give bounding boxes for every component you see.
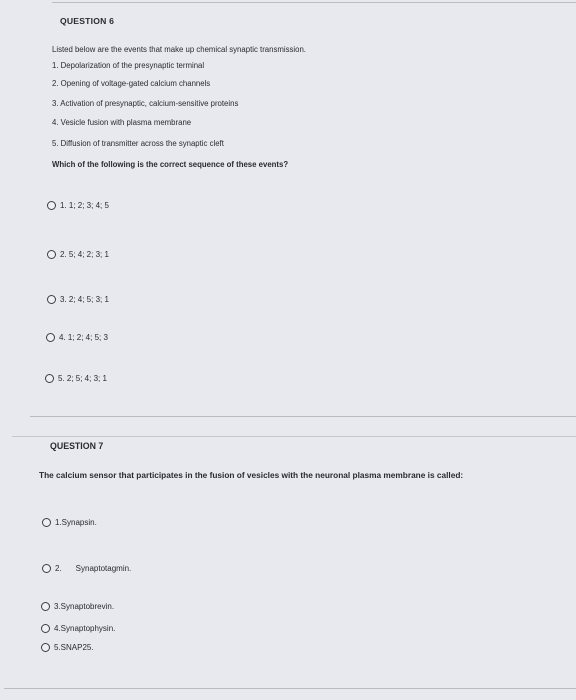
radio-button[interactable] bbox=[47, 250, 56, 259]
option-label: 5. 2; 5; 4; 3; 1 bbox=[58, 374, 107, 383]
option-number: 3. bbox=[54, 602, 61, 611]
option-label: 1. 1; 2; 3; 4; 5 bbox=[60, 201, 109, 210]
option-label: 4. 1; 2; 4; 5; 3 bbox=[59, 333, 108, 342]
question-6-title: QUESTION 6 bbox=[60, 16, 115, 26]
question-6-option-4[interactable] bbox=[46, 333, 108, 342]
question-6-prompt: Which of the following is the correct sequence of these events? bbox=[52, 160, 289, 169]
option-label: Synaptobrevin. bbox=[60, 602, 115, 611]
section-divider bbox=[12, 436, 576, 437]
question-6-event-5: 5. Diffusion of transmitter across the synaptic cleft bbox=[52, 139, 224, 148]
question-6-stem-intro: Listed below are the events that make up chemical synaptic transmission. bbox=[52, 45, 306, 54]
question-6-option-3[interactable] bbox=[47, 295, 109, 304]
option-label: Synapsin. bbox=[61, 518, 97, 527]
question-6-option-5[interactable] bbox=[45, 374, 107, 383]
question-6-event-4: 4. Vesicle fusion with plasma membrane bbox=[52, 118, 192, 127]
section-divider bbox=[30, 416, 576, 417]
radio-button[interactable] bbox=[42, 564, 51, 573]
question-6-option-2[interactable] bbox=[47, 250, 109, 259]
bottom-divider bbox=[4, 688, 576, 689]
question-6-event-2: 2. Opening of voltage-gated calcium channels bbox=[52, 79, 211, 88]
option-number: 1. bbox=[55, 518, 62, 527]
radio-button[interactable] bbox=[41, 624, 50, 633]
question-6-option-1[interactable] bbox=[47, 201, 109, 210]
question-6-event-1: 1. Depolarization of the presynaptic terminal bbox=[52, 61, 205, 70]
option-label: 2. 5; 4; 2; 3; 1 bbox=[60, 250, 109, 259]
radio-button[interactable] bbox=[47, 295, 56, 304]
option-label: Synaptophysin. bbox=[60, 624, 116, 633]
question-7-option-5[interactable] bbox=[41, 643, 94, 652]
question-7-option-4[interactable] bbox=[41, 624, 115, 633]
option-label: Synaptotagmin. bbox=[75, 564, 132, 573]
option-number: 4. bbox=[54, 624, 61, 633]
option-number: 5. bbox=[54, 643, 61, 652]
question-7-option-2[interactable] bbox=[42, 564, 131, 573]
radio-button[interactable] bbox=[41, 602, 50, 611]
radio-button[interactable] bbox=[41, 643, 50, 652]
radio-button[interactable] bbox=[47, 201, 56, 210]
question-7-option-3[interactable] bbox=[41, 602, 114, 611]
question-7-title: QUESTION 7 bbox=[50, 441, 104, 451]
top-divider bbox=[52, 2, 576, 3]
radio-button[interactable] bbox=[42, 518, 51, 527]
radio-button[interactable] bbox=[45, 374, 54, 383]
option-label: 3. 2; 4; 5; 3; 1 bbox=[60, 295, 109, 304]
radio-button[interactable] bbox=[46, 333, 55, 342]
option-number: 2. bbox=[55, 564, 62, 573]
question-6-event-3: 3. Activation of presynaptic, calcium-sensitive proteins bbox=[52, 99, 239, 108]
question-7-stem: The calcium sensor that participates in the fusion of vesicles with the neuronal plasma membrane is called: bbox=[39, 470, 464, 480]
question-7-option-1[interactable] bbox=[42, 518, 97, 527]
option-label: SNAP25. bbox=[60, 643, 94, 652]
